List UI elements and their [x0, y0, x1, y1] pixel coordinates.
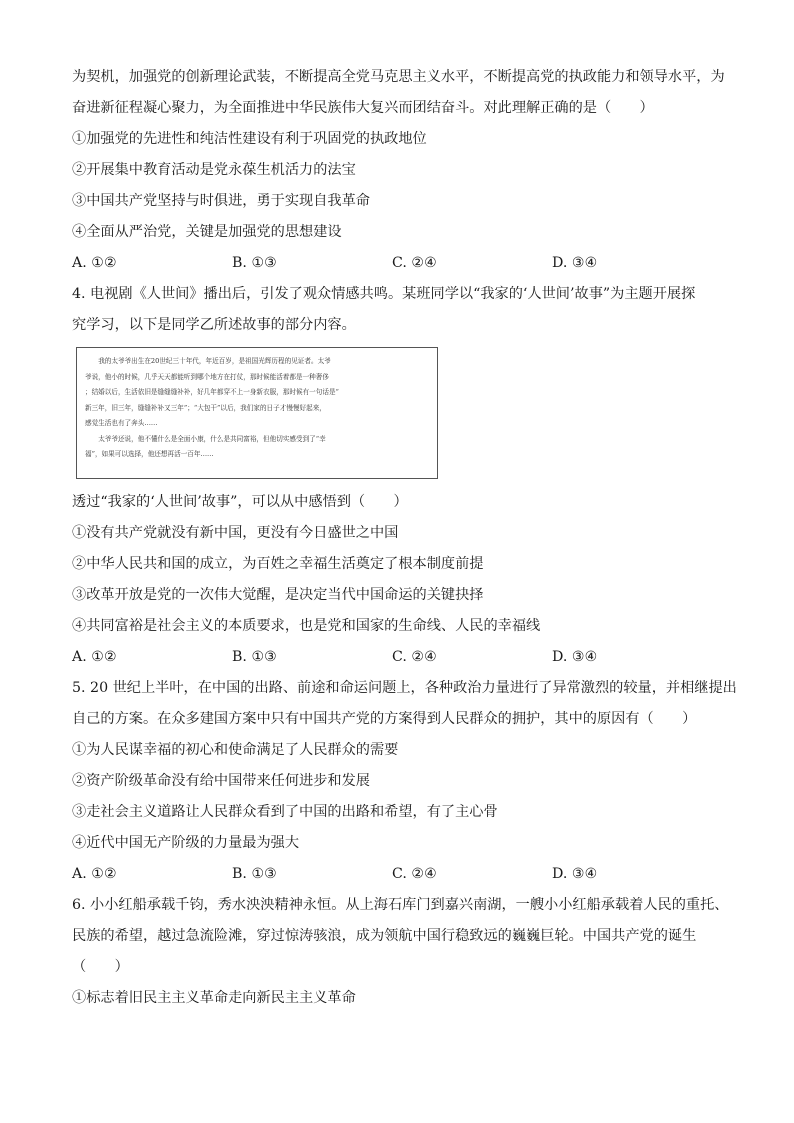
answer-options	[72, 642, 724, 673]
excerpt-line: ；结婚以后，生活依旧是缝缝缝补补，好几年都穿不上一身新衣服，那时候有一句话是“	[85, 388, 339, 396]
question-prompt: 透过“我家的‘人世间’故事”，可以从中感悟到（ ）	[72, 494, 408, 510]
option-b: B. ①③	[232, 255, 277, 271]
statement-item: ①标志着旧民主主义革命走向新民主主义革命	[72, 990, 356, 1006]
statement-item: ①为人民谋幸福的初心和使命满足了人民群众的需要	[72, 742, 399, 758]
statement-item: ④全面从严治党，关键是加强党的思想建设	[72, 224, 342, 240]
question-stem-line: 自己的方案。在众多建国方案中只有中国共产党的方案得到人民群众的拥护，其中的原因有（ ）	[72, 711, 697, 727]
statement-item: ④近代中国无产阶级的力量最为强大	[72, 835, 300, 851]
question-stem-line: 4. 电视剧《人世间》播出后，引发了观众情感共鸣。某班同学以“我家的‘人世间’故事”为主题开展探	[72, 286, 696, 302]
excerpt-line: 福”，如果可以选择，他还想再活一百年……	[85, 450, 214, 458]
statement-item: ④共同富裕是社会主义的本质要求，也是党和国家的生命线、人民的幸福线	[72, 618, 541, 634]
statement-item: ①加强党的先进性和纯洁性建设有利于巩固党的执政地位	[72, 131, 427, 147]
excerpt-line: 感觉生活也有了奔头……	[85, 419, 158, 427]
question-stem-line: 6. 小小红船承载千钧，秀水泱泱精神永恒。从上海石库门到嘉兴南湖，一艘小小红船承载着人民的重托、	[72, 897, 729, 913]
excerpt-line: 太爷爷还说，他不懂什么是全面小康，什么是共同富裕，但他切实感受到了“幸	[98, 434, 326, 443]
statement-item: ③走社会主义道路让人民群众看到了中国的出路和希望，有了主心骨	[72, 804, 498, 820]
question-stem-line: 奋进新征程凝心聚力，为全面推进中华民族伟大复兴而团结奋斗。对此理解正确的是（ ）	[72, 100, 654, 116]
question-stem-line: （ ）	[72, 959, 129, 975]
option-d: D. ③④	[552, 649, 598, 665]
excerpt-line: 新三年，旧三年，缝缝补补又三年”；“大包干”以后，我们家的日子才慢慢好起来，	[85, 403, 326, 412]
question-6	[72, 890, 729, 1014]
question-stem-line: 为契机，加强党的创新理论武装，不断提高全党马克思主义水平，不断提高党的执政能力和领导水平，为	[72, 69, 725, 85]
story-excerpt-box	[76, 347, 438, 479]
statement-item: ③改革开放是党的一次伟大觉醒，是决定当代中国命运的关键抉择	[72, 587, 484, 603]
excerpt-line: 我的太爷爷出生在20世纪三十年代，年近百岁，是祖国光辉历程的见证者。太爷	[98, 357, 331, 365]
option-a: A. ①②	[72, 649, 117, 665]
option-c: C. ②④	[392, 255, 437, 271]
option-b: B. ①③	[232, 866, 277, 882]
answer-options	[72, 248, 724, 279]
question-stem-line: 究学习，以下是同学乙所述故事的部分内容。	[72, 317, 356, 333]
answer-options	[72, 859, 724, 890]
option-c: C. ②④	[392, 866, 437, 882]
question-4	[72, 279, 724, 673]
question-5	[72, 673, 737, 890]
statement-item: ②开展集中教育活动是党永葆生机活力的法宝	[72, 162, 356, 178]
question-stem-line: 民族的希望，越过急流险滩，穿过惊涛骇浪，成为领航中国行稳致远的巍巍巨轮。中国共产党的诞生	[72, 928, 697, 944]
option-c: C. ②④	[392, 649, 437, 665]
option-a: A. ①②	[72, 866, 117, 882]
statement-item: ③中国共产党坚持与时俱进，勇于实现自我革命	[72, 193, 370, 209]
statement-item: ①没有共产党就没有新中国，更没有今日盛世之中国	[72, 525, 399, 541]
option-d: D. ③④	[552, 866, 598, 882]
statement-item: ②中华人民共和国的成立，为百姓之幸福生活奠定了根本制度前提	[72, 556, 484, 572]
option-b: B. ①③	[232, 649, 277, 665]
exam-page	[72, 62, 737, 1014]
excerpt-line: 爷说，他小的时候，几乎天天都能听到哪个地方在打仗，那时候能活着都是一种奢侈	[85, 372, 329, 381]
option-d: D. ③④	[552, 255, 598, 271]
question-stem-line: 5. 20 世纪上半叶，在中国的出路、前途和命运问题上，各种政治力量进行了异常激烈的较量，并相继提出	[72, 680, 737, 696]
question-3	[72, 62, 724, 279]
option-a: A. ①②	[72, 255, 117, 271]
statement-item: ②资产阶级革命没有给中国带来任何进步和发展	[72, 773, 370, 789]
